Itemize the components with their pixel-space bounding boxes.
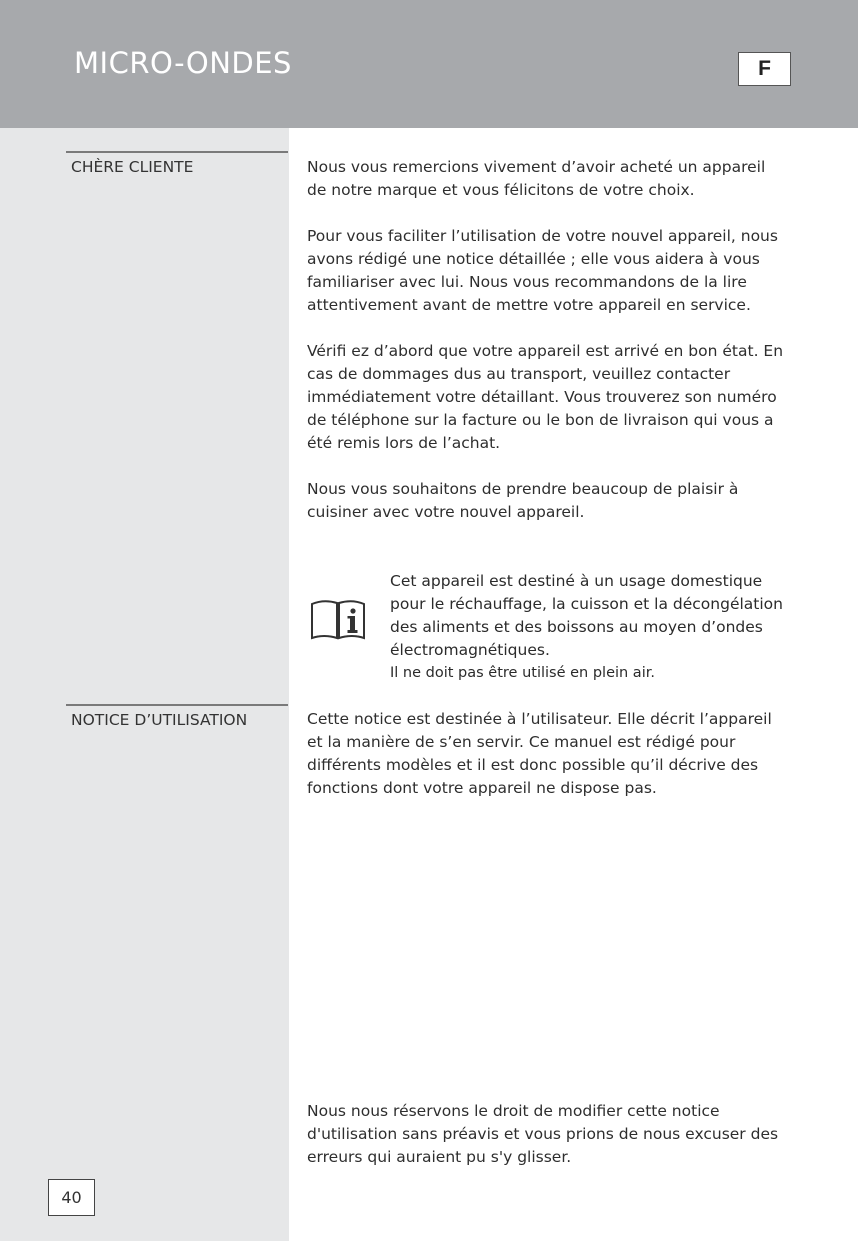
page-number: 40 (48, 1179, 95, 1216)
paragraph: Nous vous souhaitons de prendre beaucoup de plaisir à cuisiner avec votre nouvel appareil. (307, 480, 739, 521)
section-label-notice: NOTICE D’UTILISATION (66, 704, 288, 729)
sidebar (0, 128, 289, 1241)
info-notice (307, 570, 787, 685)
section-body-chere-cliente (307, 156, 787, 547)
info-main-text: Cet appareil est destiné à un usage domestique pour le réchauffage, la cuisson et la décongélation des aliments et des boissons au moyen d’ondes électromagnétiques. (390, 572, 783, 659)
page-title: MICRO-ONDES (74, 46, 292, 80)
paragraph: Vérifi ez d’abord que votre appareil est arrivé en bon état. En cas de dommages dus au transport, veuillez contacter immédiatement votre détaillant. Vous trouverez son numéro de téléphone sur la facture ou le bon de livraison qui vous a été remis lors de l’achat. (307, 342, 784, 452)
info-note: Il ne doit pas être utilisé en plein air. (390, 665, 655, 681)
paragraph: Nous vous remercions vivement d’avoir acheté un appareil de notre marque et vous félicitons de votre choix. (307, 158, 766, 199)
info-manual-icon (309, 598, 367, 640)
paragraph: Cette notice est destinée à l’utilisateur. Elle décrit l’appareil et la manière de s’en servir. Ce manuel est rédigé pour différents modèles et il est donc possible qu’il décrive des fonctions dont votre appareil ne dispose pas. (307, 710, 772, 797)
language-badge: F (738, 52, 791, 86)
disclaimer (307, 1100, 787, 1192)
info-text (390, 570, 787, 685)
section-label-chere-cliente: CHÈRE CLIENTE (66, 151, 288, 176)
section-body-notice (307, 708, 787, 823)
page-header (0, 0, 858, 128)
disclaimer-text: Nous nous réservons le droit de modifier cette notice d'utilisation sans préavis et vous prions de nous excuser des erreurs qui auraient pu s'y glisser. (307, 1102, 779, 1166)
paragraph: Pour vous faciliter l’utilisation de votre nouvel appareil, nous avons rédigé une notice détaillée ; elle vous aidera à vous familiariser avec lui. Nous vous recommandons de la lire attentivement avant de mettre votre appareil en service. (307, 227, 778, 314)
